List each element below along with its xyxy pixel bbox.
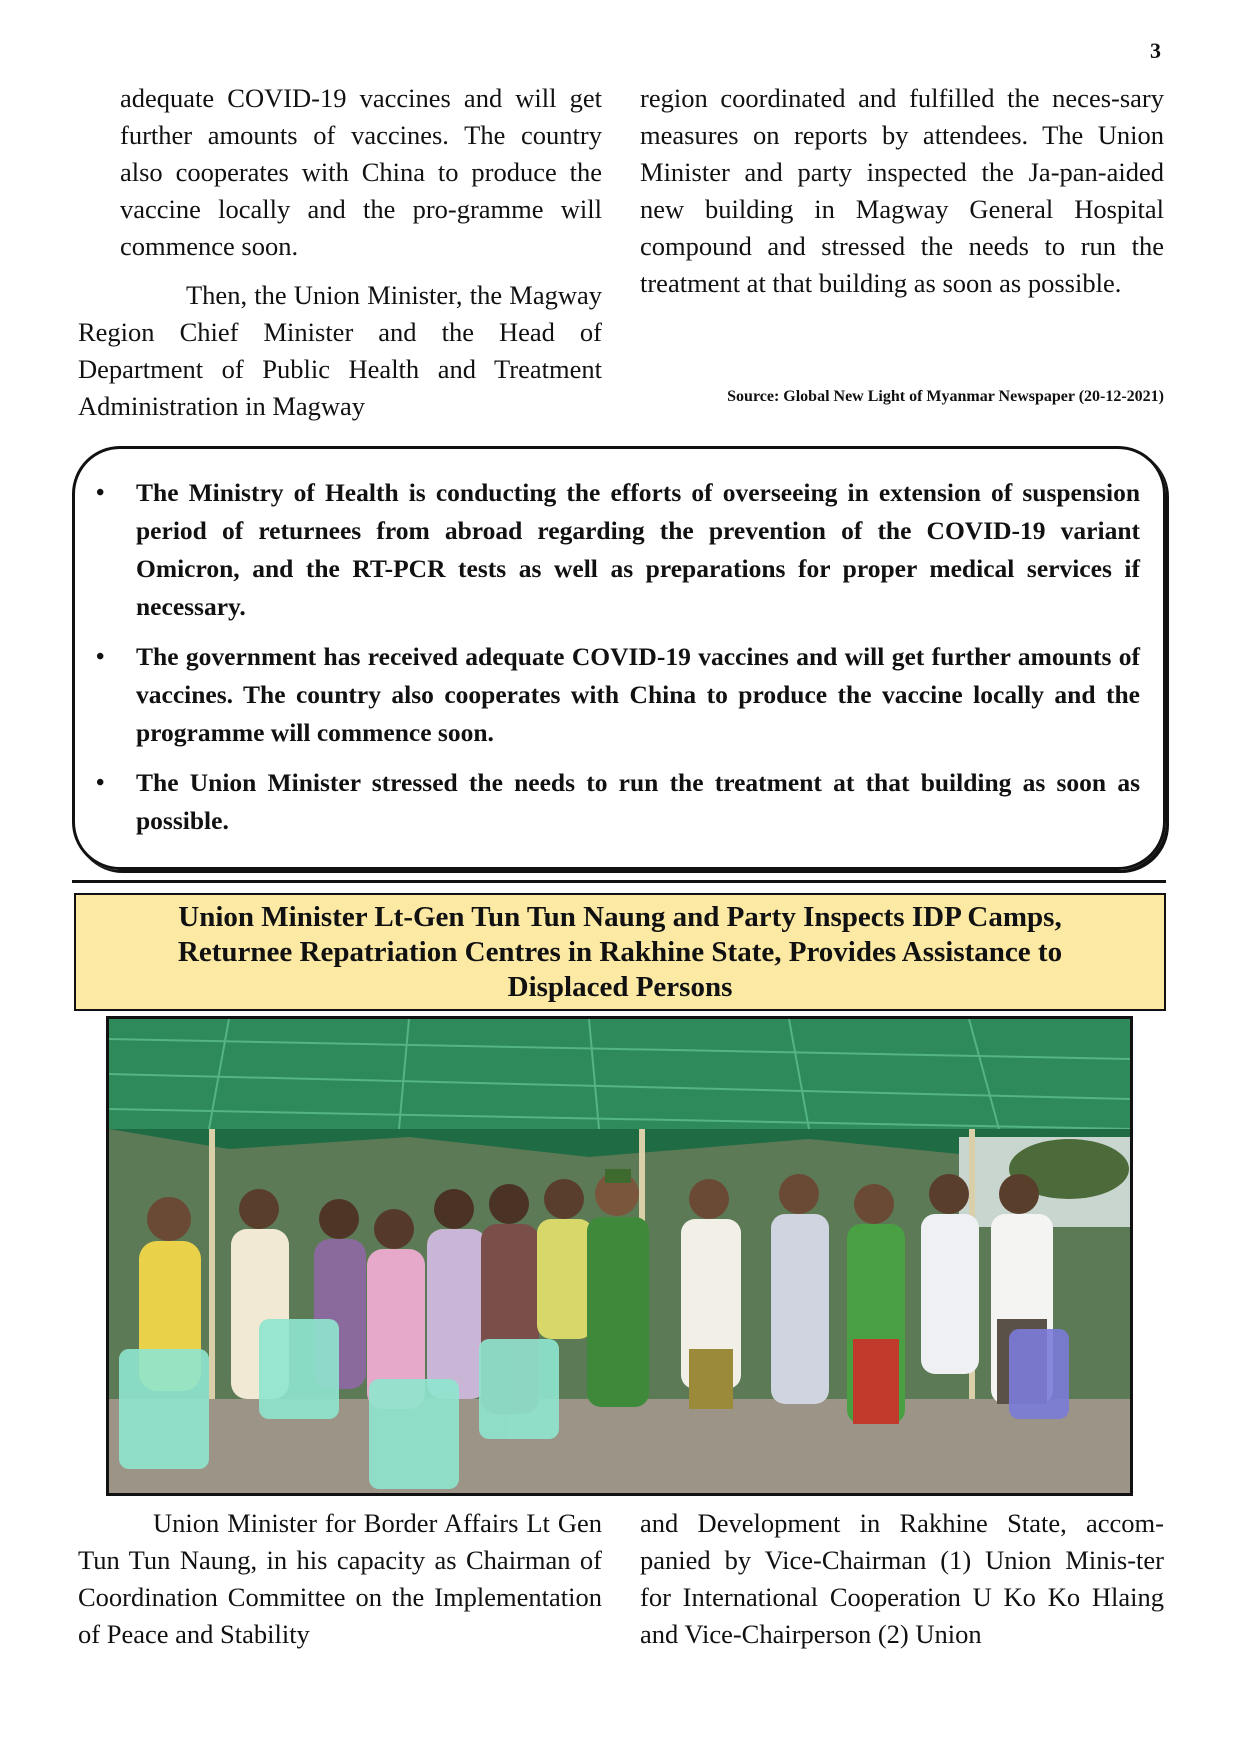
photo-illustration bbox=[109, 1019, 1130, 1493]
bullet-icon: • bbox=[96, 480, 105, 506]
section-divider bbox=[72, 880, 1166, 883]
summary-item-text: The Union Minister stressed the needs to run the treatment at that building as soon as possible. bbox=[136, 768, 1140, 835]
article-column-top-right bbox=[640, 80, 1164, 314]
paragraph: region coordinated and fulfilled the neces-sary measures on reports by attendees. The Union Minister and party inspected the Ja-pan-aided new building in Magway General Hospital compound and stressed the needs to run the treatment at that building as soon as possible. bbox=[640, 83, 1164, 298]
summary-item-text: The government has received adequate COVID-19 vaccines and will get further amounts of vaccines. The country also cooperates with China to produce the vaccine locally and the programme will commence soon. bbox=[136, 642, 1140, 747]
bullet-icon: • bbox=[96, 770, 105, 796]
article-column-bottom-left bbox=[78, 1505, 602, 1665]
paragraph: Then, the Union Minister, the Magway Region Chief Minister and the Head of Department of Public Health and Treatment Administration in Magway bbox=[78, 280, 602, 421]
summary-item-text: The Ministry of Health is conducting the efforts of overseeing in extension of suspension period of returnees from abroad regarding the prevention of the COVID-19 variant Omicron, and the RT-PCR tests as well as preparations for proper medical services if necessary. bbox=[136, 478, 1140, 621]
article-column-bottom-right bbox=[640, 1505, 1164, 1665]
summary-item bbox=[96, 764, 1140, 840]
headline-box bbox=[74, 893, 1166, 1011]
source-citation: Source: Global New Light of Myanmar Newspaper (20-12-2021) bbox=[727, 388, 1164, 405]
article-column-top-left bbox=[78, 80, 602, 437]
summary-item bbox=[96, 638, 1140, 752]
news-photo bbox=[106, 1016, 1133, 1496]
paragraph: and Development in Rakhine State, accom-panied by Vice-Chairman (1) Union Minis-ter for International Cooperation U Ko Ko Hlaing and Vice-Chairperson (2) Union bbox=[640, 1508, 1164, 1649]
summary-list bbox=[96, 474, 1140, 852]
paragraph: adequate COVID-19 vaccines and will get further amounts of vaccines. The country also cooperates with China to produce the vaccine locally and the pro-gramme will commence soon. bbox=[120, 83, 602, 261]
paragraph: Union Minister for Border Affairs Lt Gen Tun Tun Naung, in his capacity as Chairman of Coordination Committee on the Implementation of Peace and Stability bbox=[78, 1508, 602, 1649]
page-number: 3 bbox=[1150, 38, 1161, 63]
article-headline: Union Minister Lt-Gen Tun Tun Naung and Party Inspects IDP Camps, Returnee Repatriation Centres in Rakhine State, Provides Assistance to Displaced Persons bbox=[177, 900, 1063, 1003]
summary-item bbox=[96, 474, 1140, 626]
bullet-icon: • bbox=[96, 644, 105, 670]
